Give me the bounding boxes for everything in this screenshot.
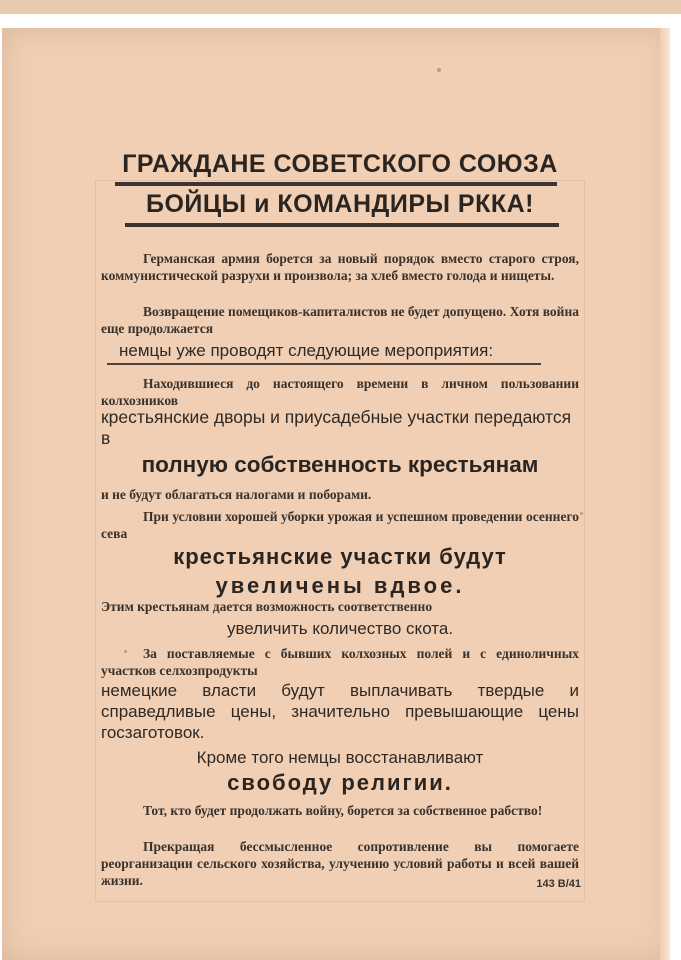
heading-underline-2 [125, 223, 559, 227]
headline-plots-doubled [95, 542, 585, 600]
large-text-plots: крестьянские дворы и приусадебные участки передаются в [101, 407, 572, 448]
large-text-livestock: увеличить количество скота. [226, 619, 454, 638]
leaflet-text-block [95, 150, 585, 902]
paragraph-produce: За поставляемые с бывших колхозных полей и с единоличных участков селхозпродукты [101, 646, 579, 678]
leaflet-code: 143 В/41 [536, 878, 581, 890]
emphasis-underline [107, 363, 541, 365]
heading-line-2: БОЙЦЫ и КОМАНДИРЫ РККА! [146, 190, 534, 218]
previous-sheet-edge [0, 0, 681, 14]
paragraph-no-taxes: и не будут облагаться налогами и поборами. [101, 487, 372, 502]
large-text-restore: Кроме того немцы восстанавливают [196, 748, 484, 767]
heading-line-1: ГРАЖДАНЕ СОВЕТСКОГО СОЮЗА [122, 150, 558, 178]
large-text-fair-prices: немецкие власти будут выплачивать твердые и справедливые цены, значительно превышающие цены госзаготовок. [101, 681, 579, 742]
page-gap [0, 14, 681, 28]
paragraph-slavery: Тот, кто будет продолжать войну, борется за собственное рабство! [143, 803, 543, 818]
paragraph-harvest: При условии хорошей уборки урожая и успешном проведении осеннего сева [101, 509, 579, 541]
heading-underline-1 [115, 182, 557, 186]
headline-religion: свободу религии. [227, 770, 453, 795]
paragraph-new-order: Германская армия борется за новый порядок вместо старого строя, коммунистической разрухи и произвола; за хлеб вместо голода и нищеты. [101, 251, 579, 283]
emphasis-measures: немцы уже проводят следующие мероприятия: [119, 341, 494, 360]
paragraph-personal-use: Находившиеся до настоящего времени в личном пользовании колхозников [101, 376, 579, 408]
headline-plots-line-2: увеличены вдвое. [215, 573, 465, 598]
headline-plots-line-1: крестьянские участки будут [173, 544, 507, 569]
paragraph-opportunity: Этим крестьянам дается возможность соответственно [101, 599, 433, 614]
paragraph-stop-resistance: Прекращая бессмысленное сопротивление вы помогаете реорганизации сельского хозяйства, улучению условий работы и всей вашей жизни. [101, 839, 579, 888]
paper-speck [437, 68, 441, 72]
sheet-edge [660, 28, 670, 960]
paragraph-landlords: Возвращение помещиков-капиталистов не будет допущено. Хотя война еще продолжается [101, 304, 579, 336]
headline-full-ownership: полную собственность крестьянам [141, 452, 539, 477]
